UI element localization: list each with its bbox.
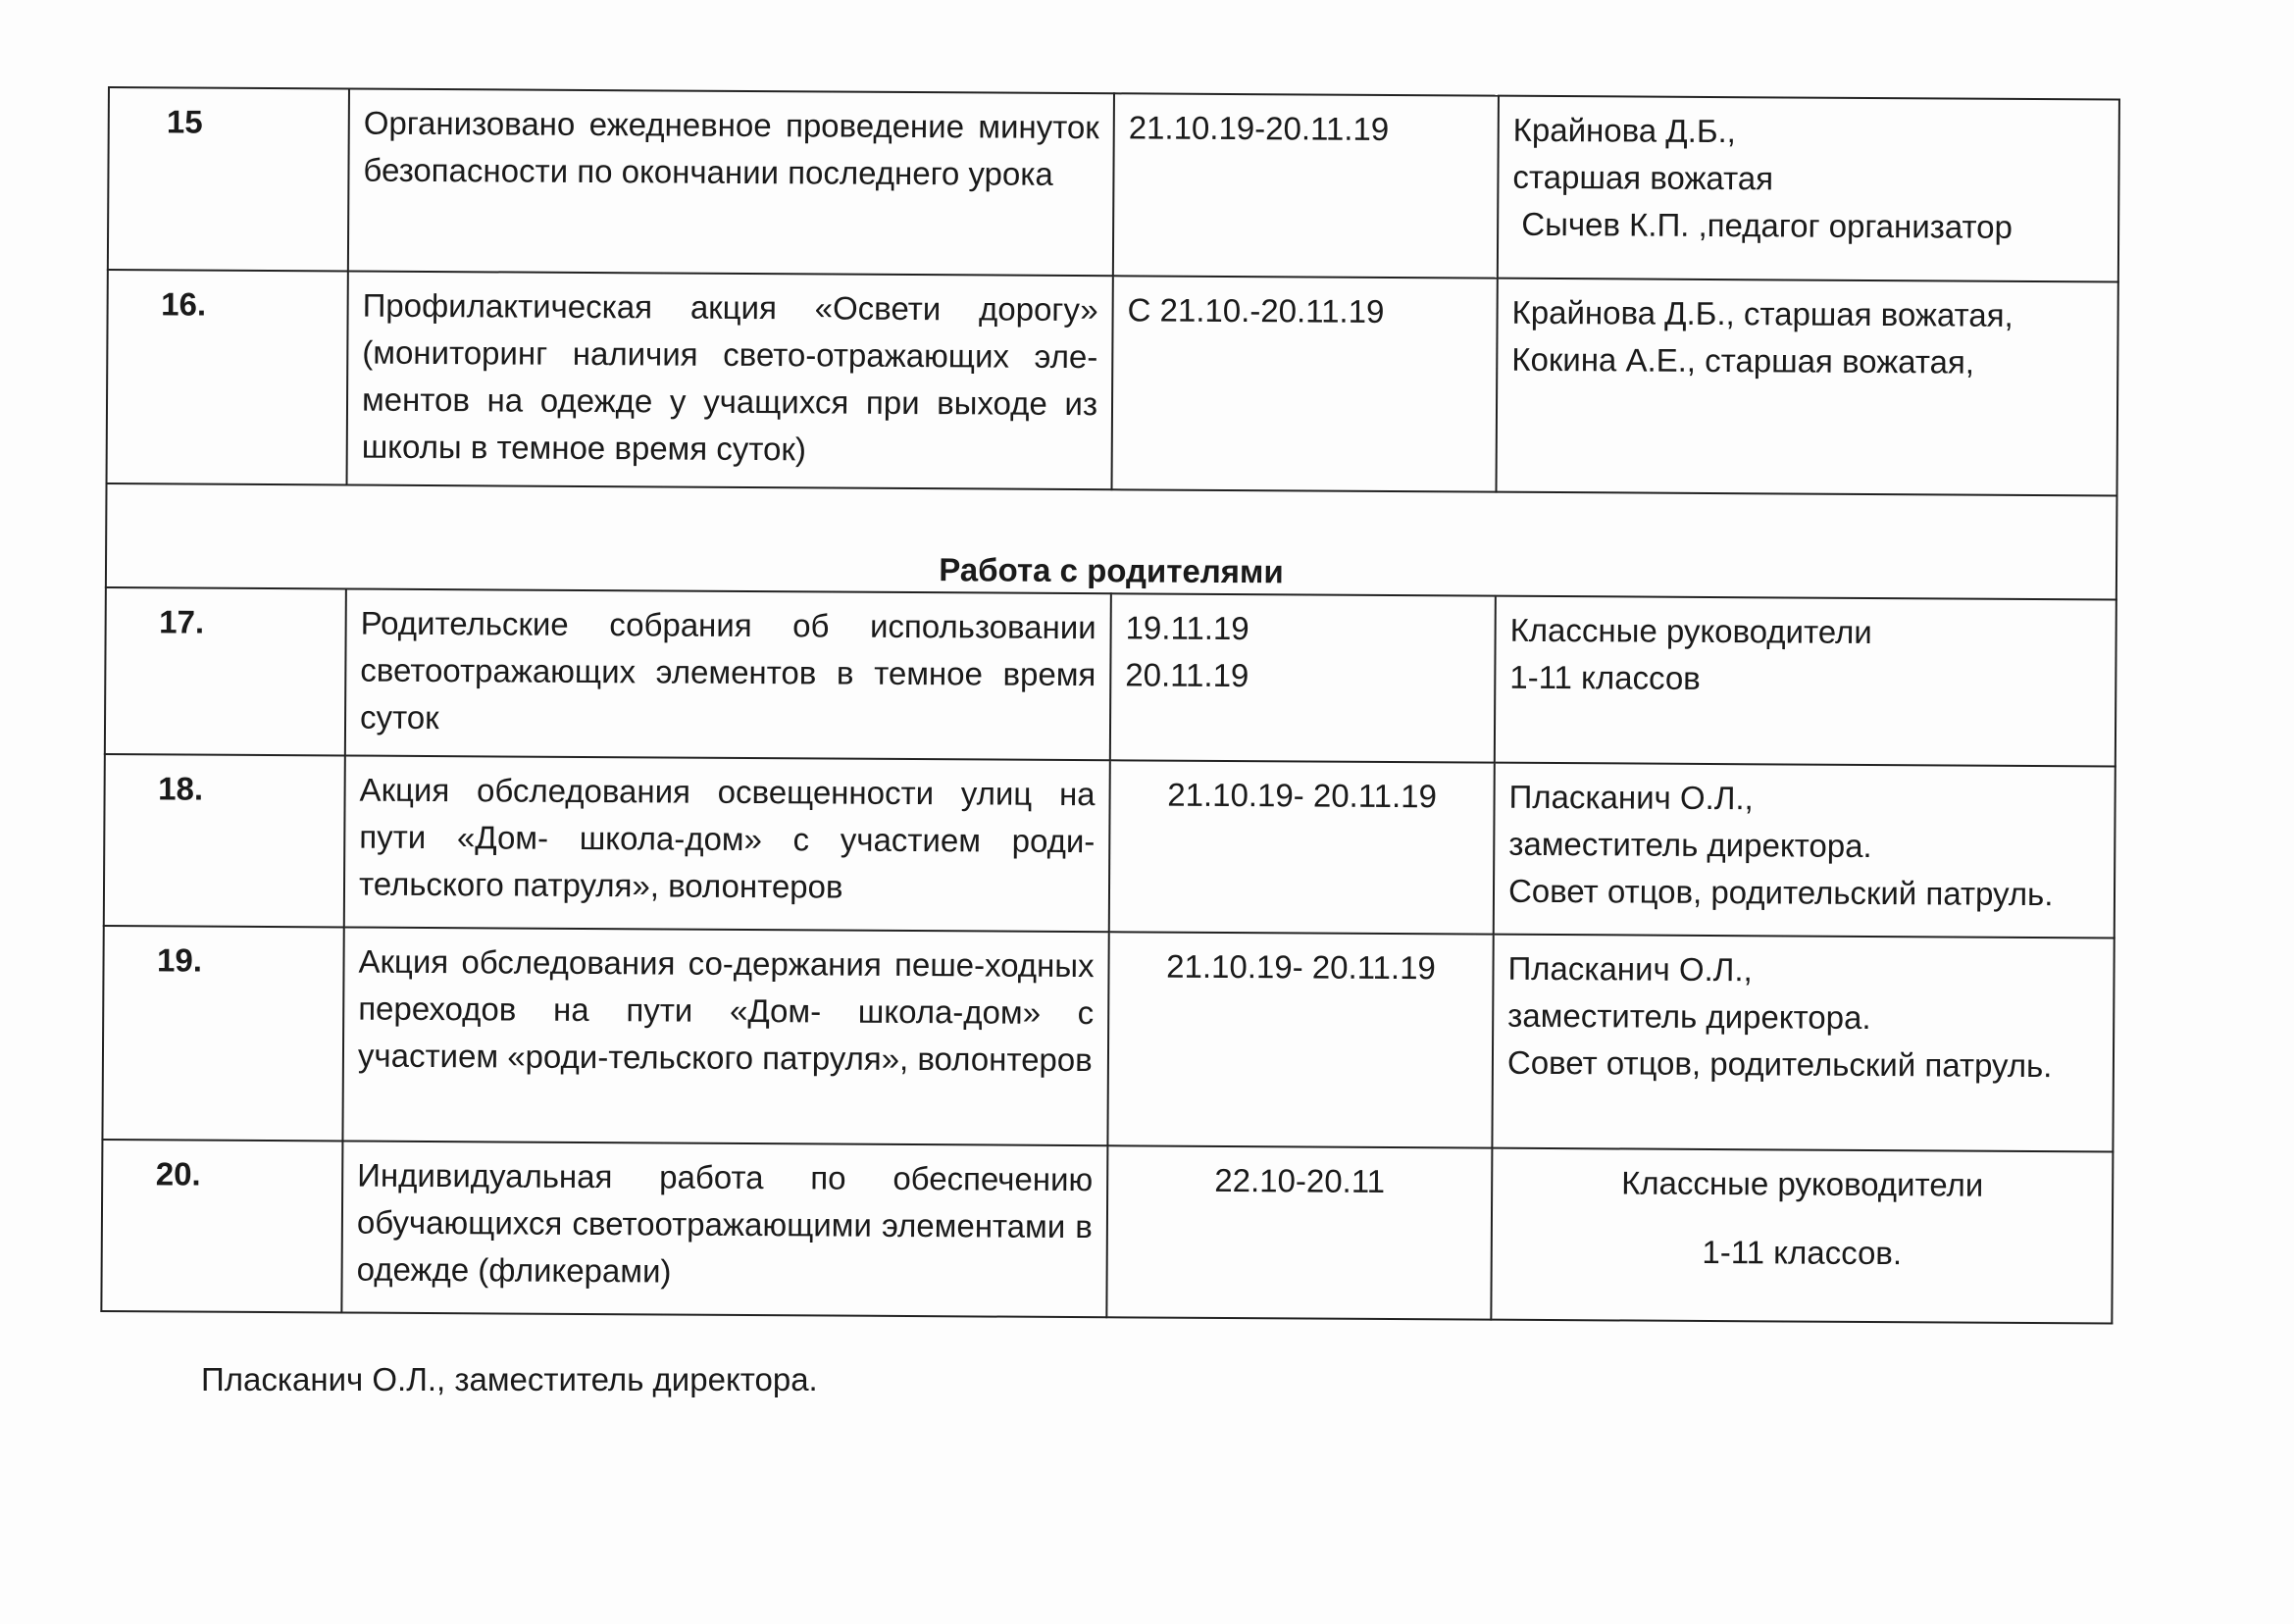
responsible-line: Классные руководители [1509, 611, 1872, 650]
event-description: Индивидуальная работа по обеспечению обучающихся светоотражающими элементами в одежде (фликерами) [341, 1141, 1107, 1317]
date-line: 21.10.19-20.11.19 [1128, 109, 1390, 147]
table-row [107, 270, 2118, 496]
event-dates [1110, 593, 1496, 762]
event-dates [1112, 276, 1498, 491]
responsible-line: Пласканич О.Л., [1507, 949, 1753, 989]
date-line: 21.10.19- 20.11.19 [1166, 947, 1436, 987]
table-row [102, 926, 2114, 1152]
responsible-line: Кокина А.Е., старшая вожатая, [1511, 340, 1975, 381]
date-line: С 21.10.-20.11.19 [1127, 291, 1385, 330]
events-table [100, 86, 2120, 1325]
table-row [108, 87, 2119, 282]
table-row [101, 1140, 2113, 1324]
responsible-line: Сычев К.П. ,педагог организатор [1512, 205, 2014, 245]
event-dates [1106, 1145, 1492, 1319]
row-number: 16. [107, 270, 348, 484]
responsible-persons [1491, 1148, 2113, 1324]
event-dates [1113, 93, 1499, 278]
event-description: Акция обследования освещенности улиц на пути «Дом- школа-дом» с участием роди-тельского патруля», волонтеров [344, 755, 1110, 932]
responsible-line: старшая вожатая [1512, 158, 1774, 197]
responsible-line: Совет отцов, родительский патруль. [1507, 872, 2054, 913]
table-row [104, 754, 2116, 939]
date-line: 22.10-20.11 [1214, 1161, 1386, 1199]
event-description: Профилактическая акция «Освети дорогу» (мониторинг наличия свето-отражающих эле-ментов на одежде у учащихся при выходе из школы в темное время суток) [347, 271, 1113, 489]
responsible-line: 1-11 классов. [1702, 1233, 1903, 1272]
responsible-line: Классные руководители [1621, 1164, 1984, 1203]
responsible-persons [1492, 935, 2114, 1152]
responsible-line: 1-11 классов [1509, 658, 1701, 696]
responsible-persons [1494, 763, 2116, 939]
table-row [105, 587, 2116, 767]
row-number: 20. [101, 1140, 342, 1312]
row-number: 17. [105, 587, 346, 755]
signature-line: Пласканич О.Л., заместитель директора. [201, 1361, 818, 1397]
event-dates [1107, 932, 1493, 1147]
event-dates [1109, 760, 1495, 934]
section-title: Работа с родителями [106, 483, 2117, 600]
date-line: 20.11.19 [1125, 656, 1249, 694]
row-number: 15 [108, 87, 349, 271]
row-number: 19. [102, 926, 343, 1141]
event-description: Акция обследования со-держания пеше-ходных переходов на пути «Дом- школа-дом» с участием «роди-тельского патруля», волонтеров [342, 927, 1108, 1145]
date-line: 21.10.19- 20.11.19 [1167, 776, 1438, 815]
responsible-line: заместитель директора. [1508, 825, 1872, 865]
responsible-persons [1495, 596, 2116, 767]
responsible-line: Пласканич О.Л., [1508, 778, 1754, 817]
event-description: Организовано ежедневное проведение минуток безопасности по окончании последнего урока [348, 89, 1114, 277]
responsible-persons [1496, 279, 2117, 496]
responsible-line: заместитель директора. [1507, 996, 1871, 1036]
responsible-line: Совет отцов, родительский патруль. [1506, 1043, 2053, 1085]
responsible-persons [1498, 96, 2119, 282]
event-description: Родительские собрания об использовании светоотражающих элементов в темное время суток [345, 588, 1111, 760]
responsible-line: Крайнова Д.Б., старшая вожатая, [1511, 293, 2014, 333]
responsible-line: Крайнова Д.Б., [1512, 111, 1737, 150]
row-number: 18. [104, 754, 345, 927]
date-line: 19.11.19 [1125, 609, 1249, 647]
section-row [106, 483, 2117, 600]
